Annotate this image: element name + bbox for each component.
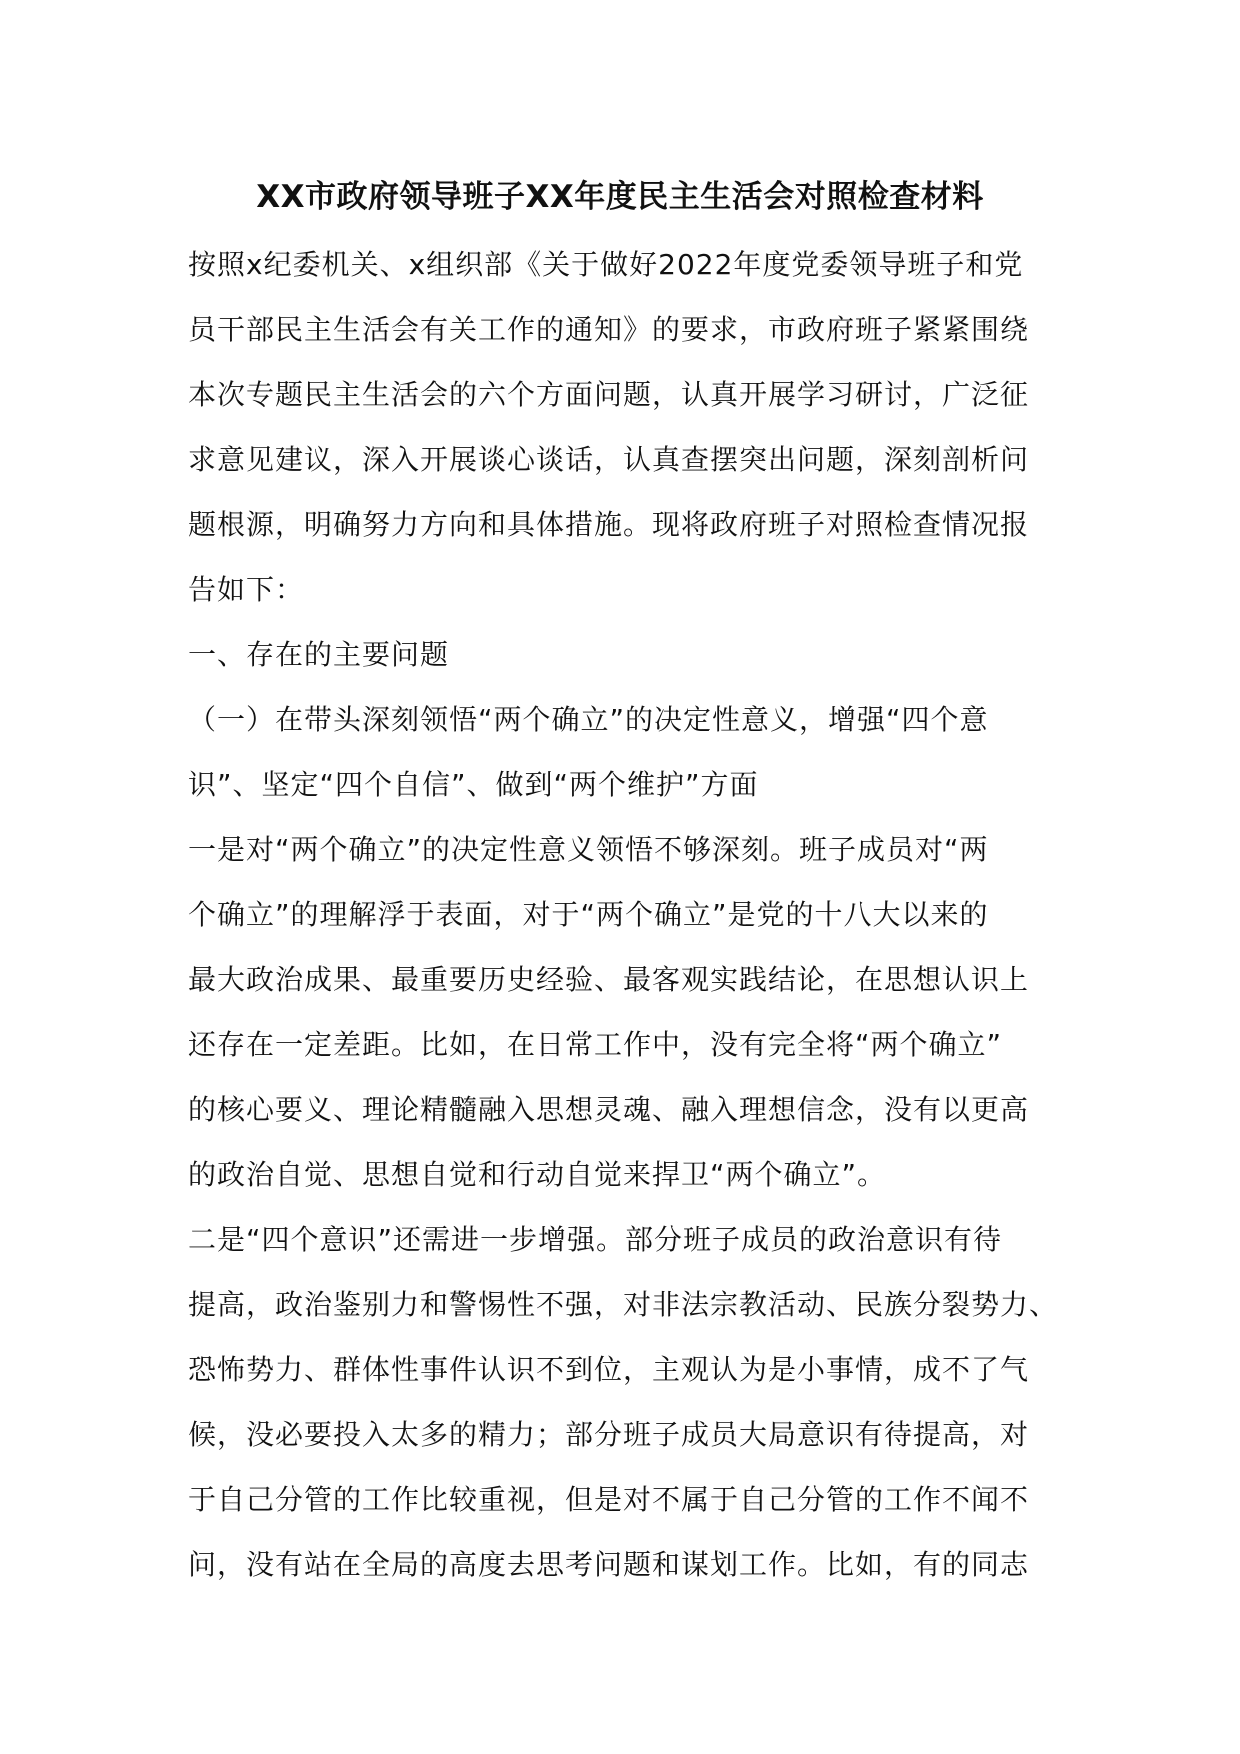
body-line: 于自己分管的工作比较重视，但是对不属于自己分管的工作不闻不 — [188, 1483, 1030, 1516]
body-line: 告如下： — [188, 573, 305, 606]
body-line: 提高，政治鉴别力和警惕性不强，对非法宗教活动、民族分裂势力、 — [188, 1288, 1059, 1321]
body-line: 二是“四个意识”还需进一步增强。部分班子成员的政治意识有待 — [188, 1223, 1003, 1256]
body-line: 题根源，明确努力方向和具体措施。现将政府班子对照检查情况报 — [188, 508, 1030, 541]
body-line: 本次专题民主生活会的六个方面问题，认真开展学习研讨，广泛征 — [188, 378, 1030, 411]
body-line: 员干部民主生活会有关工作的通知》的要求，市政府班子紧紧围绕 — [188, 313, 1030, 346]
body-line: 还存在一定差距。比如，在日常工作中，没有完全将“两个确立” — [188, 1028, 1003, 1061]
subsection-heading: （一）在带头深刻领悟“两个确立”的决定性意义，增强“四个意 — [188, 703, 989, 736]
body-line: 候，没必要投入太多的精力；部分班子成员大局意识有待提高，对 — [188, 1418, 1030, 1451]
section-heading: 一、存在的主要问题 — [188, 638, 450, 671]
body-line: 的政治自觉、思想自觉和行动自觉来捍卫“两个确立”。 — [188, 1158, 887, 1191]
body-line: 的核心要义、理论精髓融入思想灵魂、融入理想信念，没有以更高 — [188, 1093, 1030, 1126]
document-title: XX市政府领导班子XX年度民主生活会对照检查材料 — [256, 179, 984, 215]
document-body — [188, 232, 1068, 1597]
subsection-heading: 识”、坚定“四个自信”、做到“两个维护”方面 — [188, 768, 759, 801]
body-line: 最大政治成果、最重要历史经验、最客观实践结论，在思想认识上 — [188, 963, 1030, 996]
body-line: 求意见建议，深入开展谈心谈话，认真查摆突出问题，深刻剖析问 — [188, 443, 1030, 476]
body-line: 问，没有站在全局的高度去思考问题和谋划工作。比如，有的同志 — [188, 1548, 1030, 1581]
body-line: 按照x纪委机关、x组织部《关于做好2022年度党委领导班子和党 — [188, 248, 1024, 281]
body-line: 恐怖势力、群体性事件认识不到位，主观认为是小事情，成不了气 — [188, 1353, 1030, 1386]
body-line: 一是对“两个确立”的决定性意义领悟不够深刻。班子成员对“两 — [188, 833, 989, 866]
body-line: 个确立”的理解浮于表面，对于“两个确立”是党的十八大以来的 — [188, 898, 989, 931]
